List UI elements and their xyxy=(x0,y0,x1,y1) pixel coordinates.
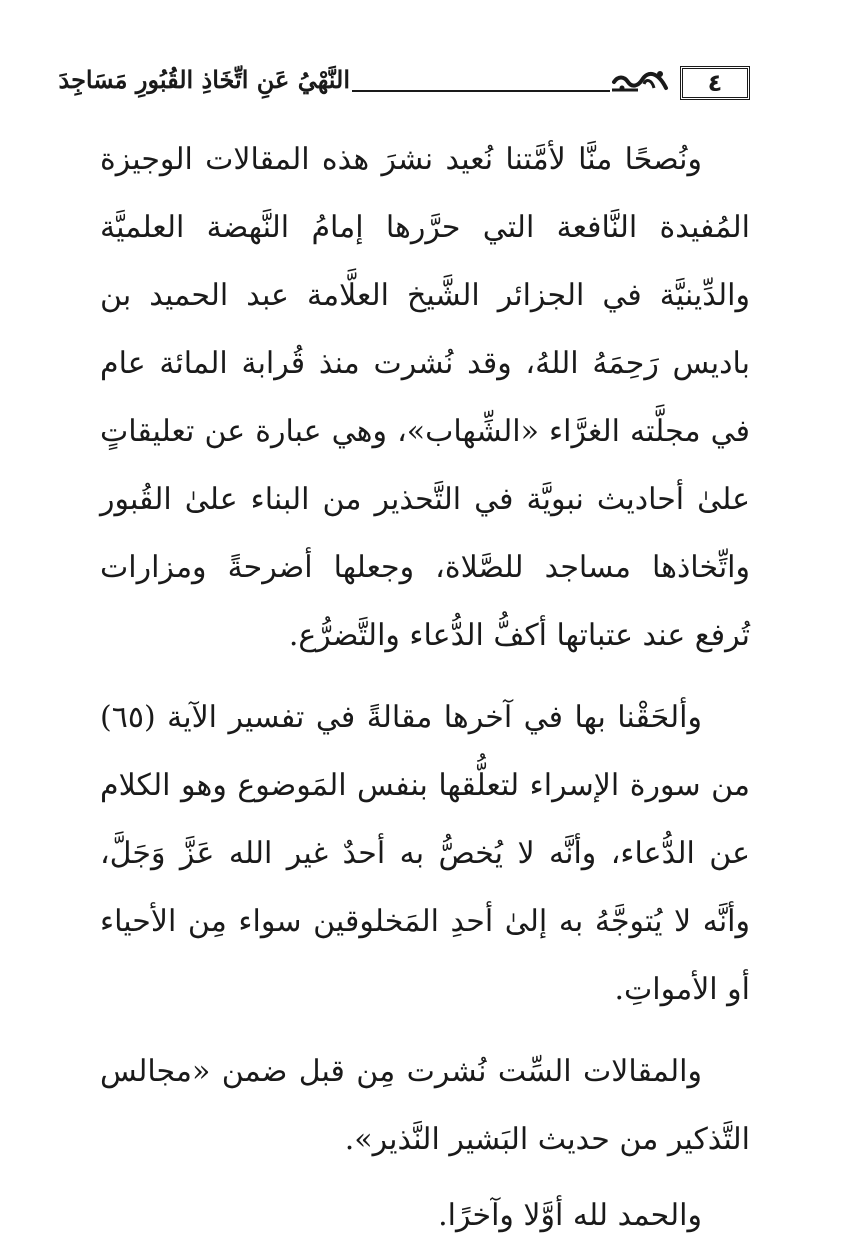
paragraph-articles: والمقالات السِّت نُشرت مِن قبل ضمن «مجالس التَّذكير من حديث البَشير النَّذير». xyxy=(100,1054,750,1157)
page-header xyxy=(58,60,750,106)
header-divider xyxy=(352,90,610,92)
main-text xyxy=(100,126,750,1250)
page-number: ٤ xyxy=(680,66,750,100)
paragraph-appendix: وألحَقْنا بها في آخرها مقالةً في تفسير الآية (٦٥) من سورة الإسراء لتعلُّقها بنفس المَوضوع وهو الكلام عن الدُّعاء، وأنَّه لا يُخصُّ به أحدٌ غير الله عَزَّ وَجَلَّ، وأنَّه لا يُتوجَّهُ به إلىٰ أحدِ المَخلوقين سواء مِن الأحياء أو الأمواتِ. xyxy=(100,700,750,1007)
paragraph-intro: ونُصحًا منَّا لأمَّتنا نُعيد نشرَ هذه المقالات الوجيزة المُفيدة النَّافعة التي حرَّرها إمامُ النَّهضة العلميَّة والدِّينيَّة في الجزائر الشَّيخ العلَّامة عبد الحميد بن باديس رَحِمَهُ اللهُ، وقد نُشرت منذ قُرابة المائة عام في مجلَّته الغرَّاء «الشِّهاب»، وهي عبارة عن تعليقاتٍ علىٰ أحاديث نبويَّة في التَّحذير من البناء علىٰ القُبور واتِّخاذها مساجد للصَّلاة، وجعلها أضرحةً ومزارات تُرفع عند عتباتها أكفُّ الدُّعاء والتَّضرُّع. xyxy=(100,142,750,653)
paragraph-closing: والحمد لله أوَّلا وآخرًا. xyxy=(438,1198,702,1233)
running-title: النَّهْيُ عَنِ اتِّخَاذِ القُبُورِ مَسَاجِدَ xyxy=(58,65,350,94)
calligraphic-ornament-icon xyxy=(608,66,670,96)
